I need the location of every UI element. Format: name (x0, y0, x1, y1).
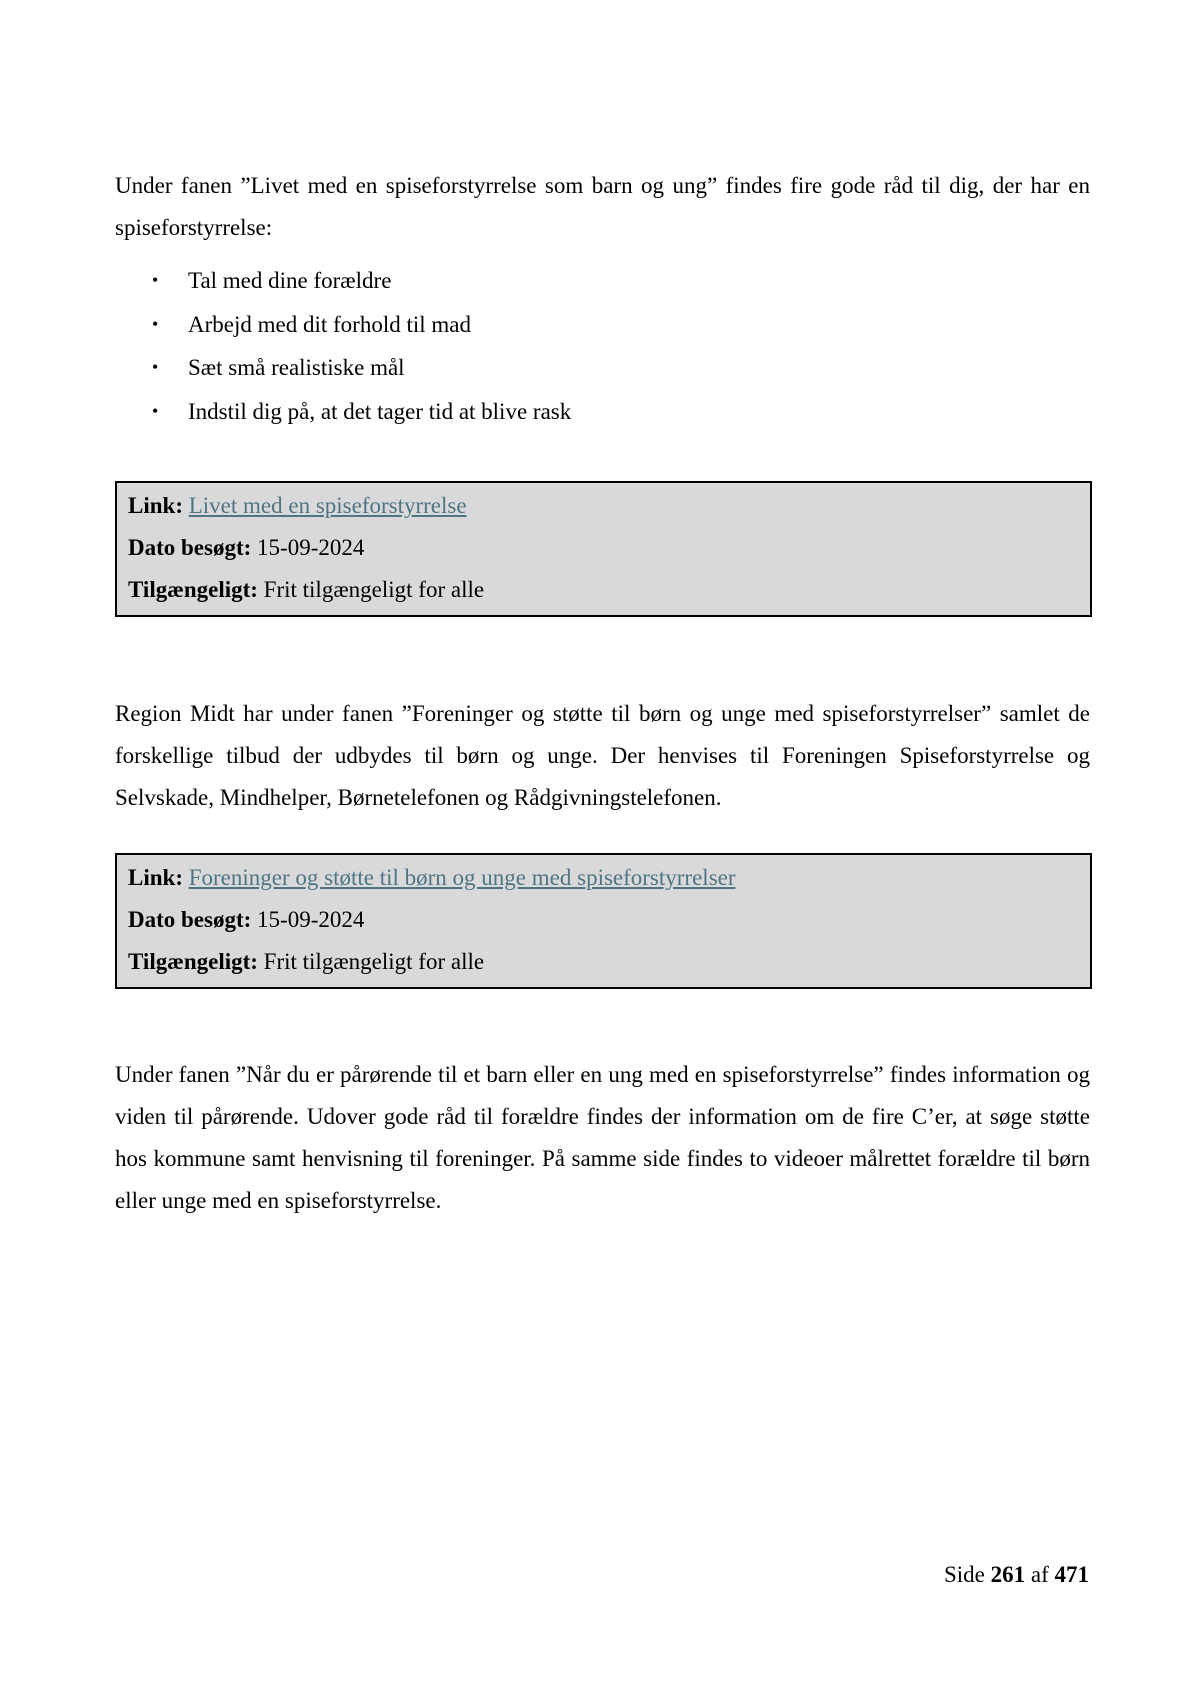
link-label: Link: (128, 865, 183, 890)
link-line (128, 857, 1080, 899)
date-line (128, 899, 1080, 941)
list-item-text: Indstil dig på, at det tager tid at blive rask (188, 398, 572, 424)
access-line (128, 569, 1080, 611)
source-box-1 (115, 481, 1092, 617)
access-label: Tilgængeligt: (128, 577, 258, 602)
list-item-text: Tal med dine forældre (188, 268, 392, 293)
access-value: Frit tilgængeligt for alle (263, 949, 485, 974)
advice-list (115, 259, 1090, 433)
link-line (128, 485, 1080, 527)
link-label: Link: (128, 493, 183, 518)
date-value: 15-09-2024 (257, 907, 365, 932)
link-foreninger-og-stoette[interactable]: Foreninger og støtte til børn og unge med spiseforstyrrelser (188, 865, 736, 890)
total-pages: 471 (1054, 1562, 1089, 1587)
link-livet-med-en-spiseforstyrrelse[interactable]: Livet med en spiseforstyrrelse (188, 493, 467, 518)
date-value: 15-09-2024 (257, 535, 365, 560)
date-label: Dato besøgt: (128, 907, 252, 932)
bullet-icon: • (152, 313, 159, 334)
access-line (128, 941, 1080, 983)
paaroerende-paragraph: Under fanen ”Når du er pårørende til et barn eller en ung med en spiseforstyrrelse” findes information og viden til pårørende. Udover gode råd til forældre findes der information om de fire C’er, at søge støtte hos kommune samt henvisning til foreninger. På samme side findes to videoer målrettet forældre til børn eller unge med en spiseforstyrrelse. (115, 1062, 1090, 1213)
bullet-icon: • (152, 400, 159, 421)
region-midt-paragraph: Region Midt har under fanen ”Foreninger og støtte til børn og unge med spiseforstyrrelser” samlet de forskellige tilbud der udbydes til børn og unge. Der henvises til Foreningen Spiseforstyrrelse og Selvskade, Mindhelper, Børnetelefonen og Rådgivningstelefonen. (115, 701, 1090, 810)
access-label: Tilgængeligt: (128, 949, 258, 974)
list-item (115, 390, 1090, 434)
access-value: Frit tilgængeligt for alle (263, 577, 485, 602)
date-label: Dato besøgt: (128, 535, 252, 560)
current-page: 261 (990, 1562, 1026, 1587)
list-item (115, 259, 1090, 303)
date-line (128, 527, 1080, 569)
bullet-icon: • (152, 270, 159, 290)
list-item (115, 303, 1090, 347)
bullet-icon: • (152, 357, 159, 377)
page-of: af (1030, 1562, 1049, 1587)
list-item-text: Arbejd med dit forhold til mad (188, 311, 471, 337)
source-box-2 (115, 853, 1092, 989)
intro-paragraph: Under fanen ”Livet med en spiseforstyrrelse som barn og ung” findes fire gode råd til dig, der har en spiseforstyrrelse: (115, 173, 1090, 240)
page-content (115, 165, 1090, 1222)
list-item-text: Sæt små realistiske mål (188, 355, 405, 380)
page-prefix: Side (943, 1562, 985, 1587)
page-number (944, 1560, 1089, 1590)
list-item (115, 346, 1090, 390)
